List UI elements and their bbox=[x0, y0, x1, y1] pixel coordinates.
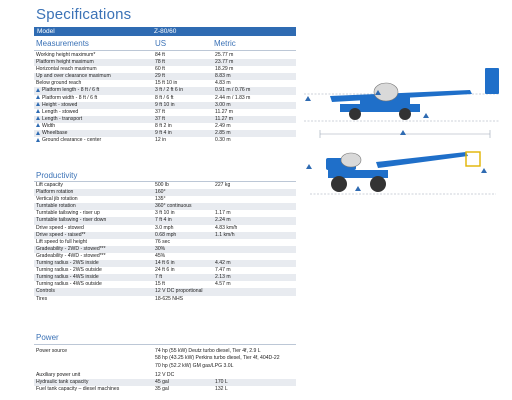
row-us-value bbox=[153, 59, 213, 66]
row-us-value bbox=[153, 189, 213, 196]
cell-text: Platform length - 8 ft / 6 ft bbox=[42, 87, 100, 94]
dimension-marker-icon bbox=[36, 123, 40, 127]
table-row bbox=[34, 232, 296, 239]
measurements-title: Measurements bbox=[36, 39, 89, 48]
row-metric-value bbox=[213, 281, 296, 288]
row-label bbox=[34, 189, 153, 196]
cell-text: Gradeability - 2WD - stowed*** bbox=[36, 245, 106, 252]
cell-text: 12 V DC proportional bbox=[155, 288, 203, 295]
row-label bbox=[34, 102, 153, 109]
cell-text: Platform height maximum bbox=[36, 59, 94, 66]
cell-text: 4.42 m bbox=[215, 260, 231, 267]
power-source-values bbox=[153, 348, 296, 370]
table-row bbox=[34, 260, 296, 267]
cell-text: 60 ft bbox=[155, 66, 165, 73]
cell-text: 2.49 m bbox=[215, 122, 231, 129]
cell-text: 8 ft 2 in bbox=[155, 122, 172, 129]
table-row bbox=[34, 288, 296, 295]
row-label bbox=[34, 87, 153, 94]
row-label bbox=[34, 253, 153, 260]
cell-text: 2.44 m / 1.83 m bbox=[215, 94, 251, 101]
cell-text: 227 kg bbox=[215, 182, 231, 188]
machine-front-drawing bbox=[306, 142, 506, 202]
row-metric-value bbox=[213, 246, 296, 253]
cell-text: 29 ft bbox=[155, 73, 165, 80]
row-metric-value bbox=[213, 123, 296, 130]
wheel bbox=[331, 176, 347, 192]
row-us-value bbox=[153, 225, 213, 232]
table-row bbox=[34, 379, 296, 386]
cell-text: Lift capacity bbox=[36, 182, 63, 188]
row-label bbox=[34, 217, 153, 224]
cell-text: 18-625 NHS bbox=[155, 295, 184, 302]
row-us-value bbox=[153, 246, 213, 253]
cell-text: Length - transport bbox=[42, 115, 83, 122]
row-metric-value bbox=[213, 288, 296, 295]
cell-text: 78 ft bbox=[155, 59, 165, 66]
cell-text: 7 ft bbox=[155, 274, 163, 281]
divider bbox=[34, 50, 296, 51]
table-row bbox=[34, 217, 296, 224]
table-row bbox=[34, 386, 296, 393]
row-us-value bbox=[153, 267, 213, 274]
cell-text: 160° bbox=[155, 189, 166, 196]
cell-text: Turntable tailswing - riser down bbox=[36, 217, 107, 224]
cell-text: 2.85 m bbox=[215, 130, 231, 137]
dimension-marker-icon bbox=[423, 113, 429, 118]
cell-text: 0.30 m bbox=[215, 137, 231, 144]
row-us-value bbox=[153, 130, 213, 137]
table-row bbox=[34, 52, 296, 59]
model-value: Z-80/60 bbox=[154, 28, 177, 35]
table-row bbox=[34, 267, 296, 274]
cell-text: Controls bbox=[36, 288, 55, 295]
row-metric-value bbox=[213, 296, 296, 303]
row-metric-value bbox=[213, 189, 296, 196]
row-metric-value bbox=[213, 116, 296, 123]
cell-text: 2.24 m bbox=[215, 217, 231, 224]
table-row bbox=[34, 189, 296, 196]
cell-text: Auxiliary power unit bbox=[36, 372, 81, 378]
row-label bbox=[34, 274, 153, 281]
cell-text: 76 sec bbox=[155, 238, 171, 245]
row-metric-value bbox=[213, 95, 296, 102]
row-metric-value bbox=[213, 59, 296, 66]
cell-text: 12 V DC bbox=[155, 372, 175, 378]
row-us-value bbox=[153, 73, 213, 80]
row-label bbox=[34, 66, 153, 73]
row-label bbox=[34, 80, 153, 87]
cell-text: 132 L bbox=[215, 386, 228, 393]
row-label bbox=[34, 281, 153, 288]
table-row bbox=[34, 281, 296, 288]
cell-text: 1.1 km/h bbox=[215, 231, 235, 238]
row-label bbox=[34, 267, 153, 274]
cell-text: 3 ft / 2 ft 6 in bbox=[155, 87, 184, 94]
us-column-header: US bbox=[155, 39, 167, 48]
cell-text: Height - stowed bbox=[42, 101, 78, 108]
power-source-line: 74 hp (55 kW) Deutz turbo diesel, Tier 4f, 2.9 L bbox=[155, 348, 261, 354]
table-row bbox=[34, 296, 296, 303]
table-row bbox=[34, 123, 296, 130]
cell-text: Turning radius - 4WS outside bbox=[36, 281, 102, 288]
cell-text: Width bbox=[42, 122, 56, 129]
row-metric-value bbox=[213, 80, 296, 87]
table-row bbox=[34, 372, 296, 379]
table-row bbox=[34, 203, 296, 210]
dimension-marker-icon bbox=[36, 109, 40, 113]
table-row bbox=[34, 348, 296, 370]
row-us-value bbox=[153, 379, 213, 386]
cell-text: 25.77 m bbox=[215, 52, 234, 58]
cell-text: Length - stowed bbox=[42, 108, 79, 115]
row-label bbox=[34, 182, 153, 189]
dimension-marker-icon bbox=[400, 130, 406, 135]
machine-stowed-drawing bbox=[300, 66, 512, 128]
dimension-marker-icon bbox=[36, 131, 40, 135]
cell-text: 0.68 mph bbox=[155, 231, 177, 238]
cell-text: Turntable rotation bbox=[36, 203, 76, 210]
row-us-value bbox=[153, 80, 213, 87]
row-label bbox=[34, 386, 153, 393]
row-label bbox=[34, 379, 153, 386]
engine-hood bbox=[341, 153, 361, 167]
table-row bbox=[34, 196, 296, 203]
cell-text: 360° continuous bbox=[155, 203, 192, 210]
dimension-marker-icon bbox=[36, 116, 40, 120]
row-metric-value bbox=[213, 130, 296, 137]
row-metric-value bbox=[213, 372, 296, 379]
platform-basket bbox=[485, 68, 499, 94]
divider bbox=[34, 344, 296, 345]
table-row bbox=[34, 246, 296, 253]
table-row bbox=[34, 109, 296, 116]
table-row bbox=[34, 102, 296, 109]
metric-column-header: Metric bbox=[214, 39, 236, 48]
row-metric-value bbox=[213, 274, 296, 281]
wheel bbox=[399, 108, 411, 120]
row-label bbox=[34, 246, 153, 253]
cell-text: 15 ft 10 in bbox=[155, 80, 178, 87]
table-row bbox=[34, 274, 296, 281]
table-row bbox=[34, 225, 296, 232]
cell-text: 14 ft 6 in bbox=[155, 260, 175, 267]
dimension-marker-icon bbox=[305, 96, 311, 101]
cell-text: 84 ft bbox=[155, 52, 165, 58]
cell-text: Turning radius - 2WS outside bbox=[36, 267, 102, 274]
cell-text: Drive speed - raised** bbox=[36, 231, 86, 238]
table-row bbox=[34, 239, 296, 246]
row-us-value bbox=[153, 253, 213, 260]
cell-text: 15 ft bbox=[155, 281, 165, 288]
cell-text: Vertical jib rotation bbox=[36, 196, 78, 203]
table-row bbox=[34, 137, 296, 144]
row-us-value bbox=[153, 182, 213, 189]
row-metric-value bbox=[213, 66, 296, 73]
power-source-line: 70 hp (52.2 kW) GM gas/LPG 3.0L bbox=[155, 362, 234, 369]
row-metric-value bbox=[213, 217, 296, 224]
power-table bbox=[34, 348, 296, 370]
cell-text: Turntable tailswing - riser up bbox=[36, 210, 100, 217]
row-label bbox=[34, 225, 153, 232]
cell-text: 9 ft 4 in bbox=[155, 130, 172, 137]
cell-text: 4.57 m bbox=[215, 281, 231, 288]
cell-text: 500 lb bbox=[155, 182, 169, 188]
row-us-value bbox=[153, 52, 213, 59]
row-metric-value bbox=[213, 109, 296, 116]
row-us-value bbox=[153, 281, 213, 288]
table-row bbox=[34, 210, 296, 217]
dimension-marker-icon bbox=[306, 164, 312, 169]
row-us-value bbox=[153, 109, 213, 116]
cell-text: 170 L bbox=[215, 379, 228, 386]
dimension-marker-icon bbox=[36, 95, 40, 99]
row-metric-value bbox=[213, 203, 296, 210]
cell-text: 1.17 m bbox=[215, 210, 231, 217]
row-us-value bbox=[153, 123, 213, 130]
table-row bbox=[34, 182, 296, 189]
row-label bbox=[34, 59, 153, 66]
row-us-value bbox=[153, 102, 213, 109]
row-metric-value bbox=[213, 182, 296, 189]
measurements-table bbox=[34, 52, 296, 144]
cell-text: Fuel tank capacity – diesel machines bbox=[36, 386, 120, 393]
cell-text: 24 ft 6 in bbox=[155, 267, 175, 274]
cell-text: 11.27 m bbox=[215, 108, 234, 115]
row-us-value bbox=[153, 87, 213, 94]
row-label bbox=[34, 196, 153, 203]
cell-text: 8 ft / 6 ft bbox=[155, 94, 174, 101]
row-label bbox=[34, 296, 153, 303]
row-label bbox=[34, 109, 153, 116]
cell-text: 2.13 m bbox=[215, 274, 231, 281]
dimension-marker-icon bbox=[481, 168, 487, 173]
row-metric-value bbox=[213, 137, 296, 144]
dimension-marker-icon bbox=[36, 138, 40, 142]
row-us-value bbox=[153, 116, 213, 123]
row-label bbox=[34, 210, 153, 217]
table-row bbox=[34, 116, 296, 123]
cell-text: Tires bbox=[36, 295, 48, 302]
row-us-value bbox=[153, 210, 213, 217]
row-metric-value bbox=[213, 239, 296, 246]
row-metric-value bbox=[213, 267, 296, 274]
cell-text: 23.77 m bbox=[215, 59, 234, 66]
table-row bbox=[34, 87, 296, 94]
cell-text: Platform rotation bbox=[36, 189, 74, 196]
row-us-value bbox=[153, 196, 213, 203]
cell-text: Platform width - 8 ft / 6 ft bbox=[42, 94, 98, 101]
row-metric-value bbox=[213, 52, 296, 59]
power-extra-table bbox=[34, 372, 296, 393]
model-label: Model bbox=[37, 28, 55, 35]
cell-text: 4.83 km/h bbox=[215, 224, 238, 231]
row-us-value bbox=[153, 386, 213, 393]
row-metric-value bbox=[213, 210, 296, 217]
row-metric-value bbox=[213, 260, 296, 267]
dimension-marker-icon bbox=[36, 88, 40, 92]
model-bar bbox=[34, 27, 296, 36]
cell-text: Wheelbase bbox=[42, 130, 68, 137]
row-label bbox=[34, 123, 153, 130]
dimension-marker-icon bbox=[36, 102, 40, 106]
table-row bbox=[34, 73, 296, 80]
row-label bbox=[34, 260, 153, 267]
platform-basket bbox=[466, 152, 480, 166]
productivity-title: Productivity bbox=[36, 171, 78, 180]
row-label bbox=[34, 52, 153, 59]
cell-text: 11.27 m bbox=[215, 115, 234, 122]
row-us-value bbox=[153, 372, 213, 379]
row-metric-value bbox=[213, 386, 296, 393]
cell-text: 37 ft bbox=[155, 115, 165, 122]
cell-text: 30% bbox=[155, 245, 166, 252]
cell-text: 37 ft bbox=[155, 108, 165, 115]
table-row bbox=[34, 95, 296, 102]
cell-text: 8.83 m bbox=[215, 73, 231, 80]
dimension-marker-icon bbox=[355, 186, 361, 191]
row-label bbox=[34, 239, 153, 246]
row-label bbox=[34, 232, 153, 239]
row-label: Power source bbox=[36, 348, 68, 354]
row-us-value bbox=[153, 217, 213, 224]
cell-text: Gradeability - 4WD - stowed*** bbox=[36, 252, 106, 259]
row-metric-value bbox=[213, 253, 296, 260]
row-us-value bbox=[153, 232, 213, 239]
row-metric-value bbox=[213, 87, 296, 94]
wheel bbox=[349, 108, 361, 120]
cell-text: Hydraulic tank capacity bbox=[36, 379, 89, 386]
cell-text: Below ground reach bbox=[36, 80, 82, 87]
cell-text: 35 gal bbox=[155, 386, 169, 393]
row-label bbox=[34, 203, 153, 210]
cell-text: 45 gal bbox=[155, 379, 169, 386]
cell-text: Drive speed - stowed bbox=[36, 224, 84, 231]
cell-text: 135° bbox=[155, 196, 166, 203]
cell-text: 45% bbox=[155, 252, 166, 259]
table-row bbox=[34, 59, 296, 66]
cell-text: 3.00 m bbox=[215, 101, 231, 108]
row-us-value bbox=[153, 274, 213, 281]
cell-text: Lift speed to full height bbox=[36, 238, 87, 245]
row-metric-value bbox=[213, 379, 296, 386]
row-label bbox=[34, 130, 153, 137]
cell-text: 4.83 m bbox=[215, 80, 231, 87]
row-metric-value bbox=[213, 232, 296, 239]
cell-text: 18.29 m bbox=[215, 66, 234, 73]
table-row bbox=[34, 66, 296, 73]
row-label bbox=[34, 288, 153, 295]
cell-text: 0.91 m / 0.76 m bbox=[215, 87, 251, 94]
row-us-value bbox=[153, 239, 213, 246]
cell-text: 3 ft 10 in bbox=[155, 210, 175, 217]
row-us-value bbox=[153, 66, 213, 73]
row-us-value bbox=[153, 296, 213, 303]
power-title: Power bbox=[36, 333, 59, 342]
cell-text: 12 in bbox=[155, 137, 167, 144]
cell-text: Horizontal reach maximum bbox=[36, 66, 97, 73]
row-metric-value bbox=[213, 196, 296, 203]
row-us-value bbox=[153, 203, 213, 210]
boom-arm bbox=[376, 152, 468, 168]
cell-text: Up and over clearance maximum bbox=[36, 73, 111, 80]
row-us-value bbox=[153, 260, 213, 267]
power-source-line: 58 hp (43.25 kW) Perkins turbo diesel, Tier 4f, 404D-22 bbox=[155, 355, 280, 362]
row-us-value bbox=[153, 137, 213, 144]
row-label bbox=[34, 137, 153, 144]
row-us-value bbox=[153, 288, 213, 295]
cell-text: Ground clearance - center bbox=[42, 137, 102, 144]
row-label bbox=[34, 73, 153, 80]
table-row bbox=[34, 253, 296, 260]
row-us-value bbox=[153, 95, 213, 102]
productivity-table bbox=[34, 182, 296, 303]
page-title: Specifications bbox=[36, 6, 132, 23]
table-row bbox=[34, 80, 296, 87]
row-metric-value bbox=[213, 102, 296, 109]
row-label bbox=[34, 372, 153, 379]
cell-text: Turning radius - 2WS inside bbox=[36, 260, 99, 267]
cell-text: Working height maximum* bbox=[36, 52, 96, 58]
row-metric-value bbox=[213, 225, 296, 232]
wheel bbox=[370, 176, 386, 192]
cell-text: Turning radius - 4WS inside bbox=[36, 274, 99, 281]
row-metric-value bbox=[213, 73, 296, 80]
row-label bbox=[34, 95, 153, 102]
cell-text: 7 ft 4 in bbox=[155, 217, 172, 224]
cell-text: 3.0 mph bbox=[155, 224, 174, 231]
cell-text: 9 ft 10 in bbox=[155, 101, 175, 108]
table-row bbox=[34, 130, 296, 137]
cell-text: 7.47 m bbox=[215, 267, 231, 274]
row-label bbox=[34, 116, 153, 123]
